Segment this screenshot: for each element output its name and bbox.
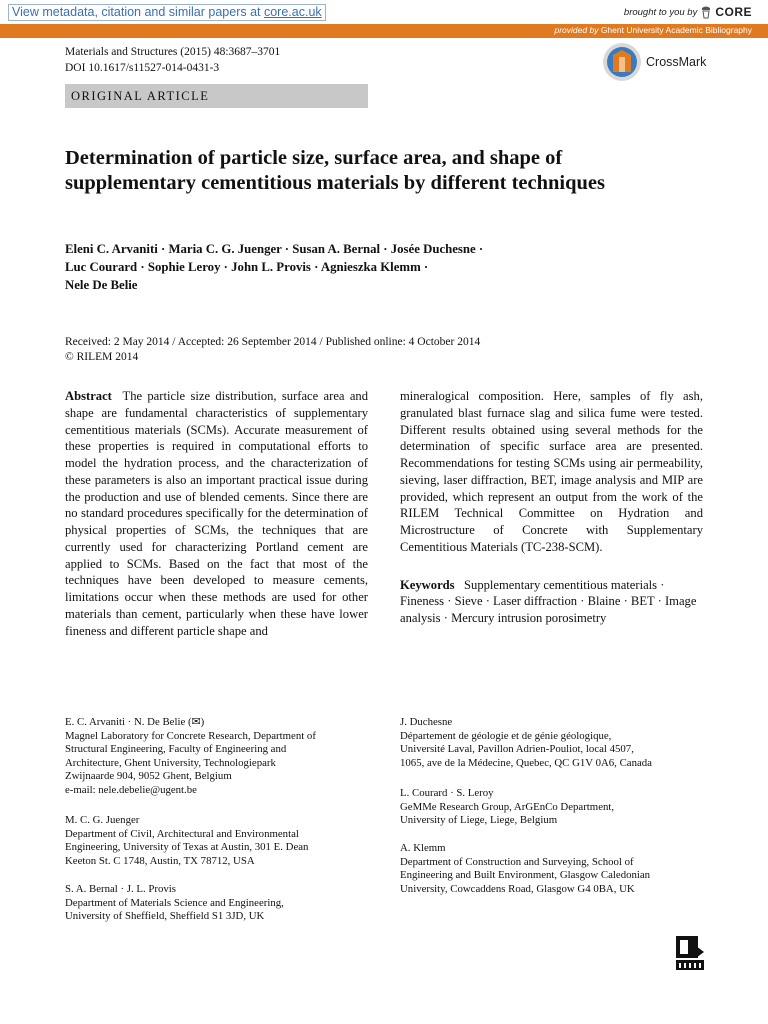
- copyright: © RILEM 2014: [65, 351, 139, 363]
- affiliation-block: [65, 814, 308, 868]
- keywords-text: Supplementary cementitious materials · Fineness · Sieve · Laser diffraction · Blaine · BET · Image analysis · Mercury intrusion porosimetry: [400, 577, 697, 625]
- crossmark-label: CrossMark: [646, 55, 707, 69]
- abstract-heading: Abstract: [65, 389, 112, 403]
- affiliation-email[interactable]: e-mail: nele.debelie@ugent.be: [65, 783, 197, 796]
- core-banner: [0, 0, 768, 25]
- affiliation-line: University of Liege, Liege, Belgium: [400, 814, 558, 827]
- core-metadata-link[interactable]: [8, 4, 326, 21]
- abstract-column-right: [400, 388, 703, 627]
- affiliation-line: University of Sheffield, Sheffield S1 3JD, UK: [65, 910, 265, 923]
- affiliation-block: [65, 716, 316, 798]
- author-list: [65, 240, 685, 294]
- affiliation-line: 1065, ave de la Médecine, Quebec, QC G1V 0A6, Canada: [400, 756, 652, 769]
- keywords-heading: Keywords: [400, 577, 455, 592]
- affiliation-line: Magnel Laboratory for Concrete Research, Department of: [65, 729, 316, 742]
- affiliation-line: Zwijnaarde 904, 9052 Ghent, Belgium: [65, 770, 232, 783]
- history-dates: Received: 2 May 2014 / Accepted: 26 September 2014 / Published online: 4 October 2014: [65, 336, 481, 348]
- affiliation-names: S. A. Bernal · J. L. Provis: [65, 883, 176, 895]
- affiliation-line: Département de géologie et de génie géologique,: [400, 729, 612, 742]
- core-host-link[interactable]: core.ac.uk: [263, 5, 322, 19]
- affiliation-line: Department of Construction and Surveying, School of: [400, 855, 634, 868]
- affiliation-line: Architecture, Ghent University, Technologiepark: [65, 756, 276, 769]
- affiliation-line: Keeton St. C 1748, Austin, TX 78712, USA: [65, 854, 255, 867]
- authors-line: Nele De Belie: [65, 278, 138, 292]
- authors-line: Luc Courard · Sophie Leroy · John L. Provis · Agnieszka Klemm ·: [65, 260, 429, 274]
- crossmark-icon: [602, 42, 642, 82]
- provided-text[interactable]: [555, 25, 753, 35]
- affiliation-names: A. Klemm: [400, 842, 446, 854]
- provided-by-bar: [0, 24, 768, 38]
- affiliation-line: GeMMe Research Group, ArGEnCo Department,: [400, 800, 615, 813]
- authors-line: Eleni C. Arvaniti · Maria C. G. Juenger · Susan A. Bernal · Josée Duchesne ·: [65, 242, 484, 256]
- core-brand[interactable]: [624, 5, 752, 19]
- article-type-banner: ORIGINAL ARTICLE: [65, 84, 368, 108]
- affiliation-line: University, Cowcaddens Road, Glasgow G4 0BA, UK: [400, 882, 635, 895]
- affiliation-line: Department of Materials Science and Engineering,: [65, 896, 284, 909]
- crossmark-badge[interactable]: [602, 42, 706, 82]
- paper-title: Determination of particle size, surface area, and shape of supplementary cementitious materials by different techniques: [65, 147, 605, 194]
- affiliation-names: E. C. Arvaniti · N. De Belie (✉): [65, 716, 205, 728]
- core-link-text: View metadata, citation and similar papers at: [12, 5, 264, 19]
- journal-info: [65, 44, 280, 76]
- affiliation-block: [400, 787, 614, 828]
- provided-prefix: provided by: [554, 25, 599, 35]
- provided-institution: Ghent University Academic Bibliography: [598, 25, 752, 35]
- abstract-text-left: The particle size distribution, surface area and shape are fundamental characteristics of supplementary cementitious materials (SCMs). Accurate measurement of these properties is required in computational efforts to model the hydration process, and the characterization of these parameters is also an important practical issue during the production and use of blended cements. Since there are no standard procedures specifically for the determination of physical properties of SCMs, the techniques that are currently used for characterizing Portland cement are applied to SCMs. Based on the fact that most of the techniques have been developed to measure cements, limitations occur when these methods are used for other materials than cement, particularly when these have lower fineness and different particle shape and: [65, 389, 369, 638]
- keywords: [400, 577, 703, 627]
- core-logo-icon: [701, 5, 711, 19]
- affiliation-line: Université Laval, Pavillon Adrien-Pouliot, local 4507,: [400, 743, 634, 756]
- affiliation-block: [400, 842, 650, 896]
- abstract-text-right: mineralogical composition. Here, samples of fly ash, granulated blast furnace slag and silica fume were tested. Different results obtained using several methods for the determination of specific surface area are presented. Recommendations for testing SCMs using air permeability, sieving, laser diffraction, BET, image analysis and MIP are provided, which represent an output from the work of the RILEM Technical Committee on Hydration and Microstructure of Concrete with Supplementary Cementitious Materials (TC-238-SCM).: [400, 389, 703, 554]
- core-label: CORE: [715, 5, 752, 19]
- affiliation-block: [65, 883, 284, 924]
- journal-citation: Materials and Structures (2015) 48:3687–3701: [65, 46, 281, 58]
- publication-dates: [65, 335, 480, 365]
- affiliation-line: Engineering, University of Texas at Austin, 301 E. Dean: [65, 841, 309, 854]
- affiliation-block: [400, 716, 652, 770]
- affiliation-line: Engineering and Built Environment, Glasgow Caledonian: [400, 869, 651, 882]
- abstract-column-left: [65, 388, 368, 639]
- journal-doi: DOI 10.1617/s11527-014-0431-3: [65, 62, 220, 74]
- affiliation-line: Structural Engineering, Faculty of Engineering and: [65, 743, 287, 756]
- affiliation-names: J. Duchesne: [400, 716, 453, 728]
- affiliation-names: M. C. G. Juenger: [65, 814, 140, 826]
- affiliation-line: Department of Civil, Architectural and Environmental: [65, 827, 299, 840]
- rilem-logo-icon: [676, 936, 704, 970]
- brought-text: brought to you by: [623, 6, 698, 18]
- affiliation-names: L. Courard · S. Leroy: [400, 787, 494, 799]
